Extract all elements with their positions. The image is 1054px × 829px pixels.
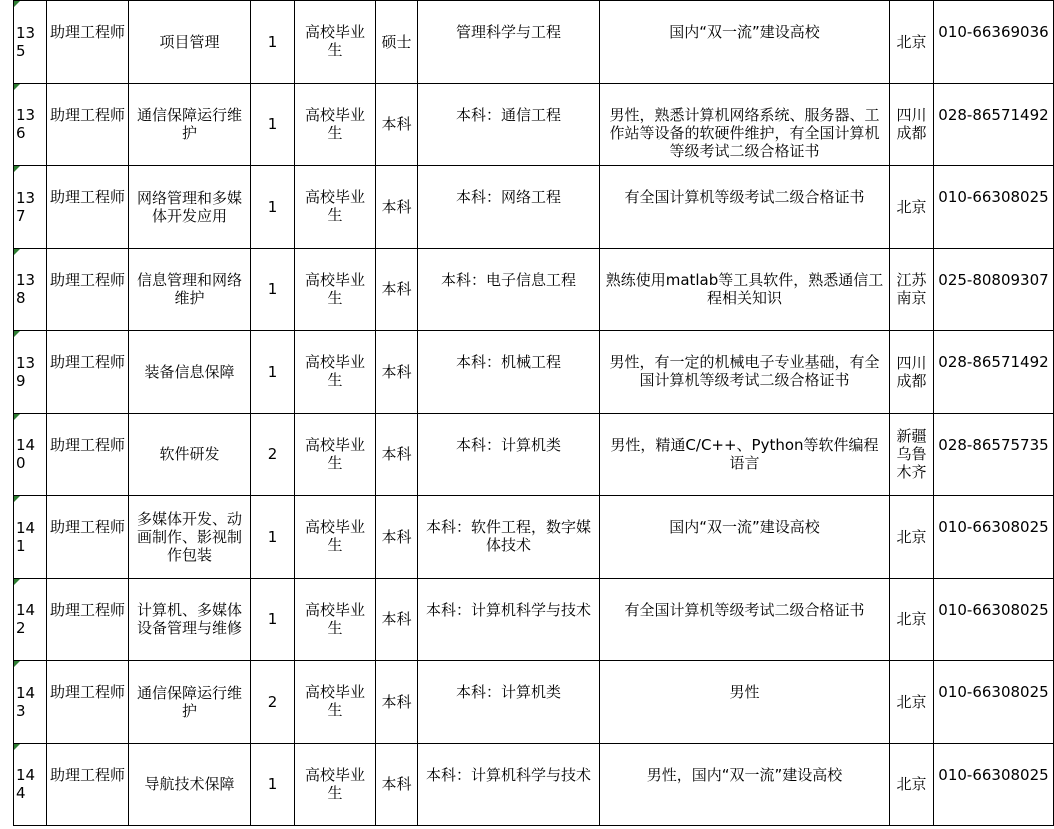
cell-job-title[interactable]: 助理工程师 (47, 166, 129, 249)
cell-source[interactable]: 高校毕业生 (295, 331, 376, 414)
cell-source[interactable]: 高校毕业生 (295, 743, 376, 826)
cell-location[interactable]: 四川成都 (890, 331, 934, 414)
cell-major[interactable]: 本科：机械工程 (418, 331, 600, 414)
table-row (14, 578, 1054, 661)
cell-headcount[interactable]: 2 (251, 661, 295, 744)
cell-education[interactable]: 本科 (376, 248, 418, 331)
table-body (14, 1, 1054, 826)
cell-number-text: 143 (16, 683, 36, 720)
cell-phone[interactable]: 010-66308025 (934, 166, 1054, 249)
table-row (14, 166, 1054, 249)
table-row (14, 83, 1054, 166)
cell-education[interactable]: 本科 (376, 83, 418, 166)
cell-requirements[interactable]: 男性，有一定的机械电子专业基础，有全国计算机等级考试二级合格证书 (600, 331, 890, 414)
cell-number[interactable] (14, 83, 47, 166)
cell-phone[interactable]: 028-86571492 (934, 83, 1054, 166)
cell-position[interactable]: 通信保障运行维护 (129, 661, 251, 744)
cell-position[interactable]: 项目管理 (129, 1, 251, 84)
cell-source[interactable]: 高校毕业生 (295, 413, 376, 496)
cell-requirements[interactable]: 国内“双一流”建设高校 (600, 496, 890, 579)
cell-position[interactable]: 装备信息保障 (129, 331, 251, 414)
cell-phone[interactable]: 028-86571492 (934, 331, 1054, 414)
cell-number[interactable] (14, 743, 47, 826)
recruitment-table (13, 0, 1054, 826)
cell-requirements[interactable]: 男性 (600, 661, 890, 744)
cell-requirements[interactable]: 有全国计算机等级考试二级合格证书 (600, 578, 890, 661)
cell-requirements[interactable]: 男性，精通C/C++、Python等软件编程语言 (600, 413, 890, 496)
cell-education[interactable]: 本科 (376, 413, 418, 496)
cell-number[interactable] (14, 496, 47, 579)
cell-education[interactable]: 本科 (376, 743, 418, 826)
cell-education[interactable]: 本科 (376, 496, 418, 579)
cell-number-text: 142 (16, 601, 36, 638)
cell-number-text: 138 (16, 271, 36, 308)
cell-comment-marker-icon (14, 414, 20, 420)
cell-phone[interactable]: 010-66369036 (934, 1, 1054, 84)
cell-position[interactable]: 多媒体开发、动画制作、影视制作包装 (129, 496, 251, 579)
cell-headcount[interactable]: 1 (251, 248, 295, 331)
cell-phone[interactable]: 010-66308025 (934, 578, 1054, 661)
cell-source[interactable]: 高校毕业生 (295, 166, 376, 249)
cell-job-title[interactable]: 助理工程师 (47, 413, 129, 496)
cell-headcount[interactable]: 1 (251, 331, 295, 414)
cell-major[interactable]: 本科：计算机类 (418, 413, 600, 496)
cell-requirements[interactable]: 熟练使用matlab等工具软件，熟悉通信工程相关知识 (600, 248, 890, 331)
cell-phone[interactable]: 010-66308025 (934, 661, 1054, 744)
table-row (14, 248, 1054, 331)
cell-major[interactable]: 本科：计算机科学与技术 (418, 578, 600, 661)
cell-source[interactable]: 高校毕业生 (295, 83, 376, 166)
cell-job-title[interactable]: 助理工程师 (47, 83, 129, 166)
cell-position[interactable]: 计算机、多媒体设备管理与维修 (129, 578, 251, 661)
cell-job-title[interactable]: 助理工程师 (47, 743, 129, 826)
cell-number-text: 140 (16, 436, 36, 473)
cell-education[interactable]: 硕士 (376, 1, 418, 84)
cell-major[interactable]: 本科：计算机类 (418, 661, 600, 744)
cell-education[interactable]: 本科 (376, 661, 418, 744)
table-row (14, 496, 1054, 579)
cell-location[interactable]: 北京 (890, 166, 934, 249)
cell-requirements[interactable]: 男性，国内“双一流”建设高校 (600, 743, 890, 826)
cell-major[interactable]: 本科：计算机科学与技术 (418, 743, 600, 826)
cell-requirements[interactable]: 国内“双一流”建设高校 (600, 1, 890, 84)
cell-job-title[interactable]: 助理工程师 (47, 578, 129, 661)
cell-education[interactable]: 本科 (376, 331, 418, 414)
cell-job-title[interactable]: 助理工程师 (47, 496, 129, 579)
cell-number-text: 141 (16, 518, 36, 555)
cell-comment-marker-icon (14, 84, 20, 90)
cell-number-text: 139 (16, 353, 36, 390)
cell-comment-marker-icon (14, 744, 20, 750)
cell-job-title[interactable]: 助理工程师 (47, 331, 129, 414)
cell-comment-marker-icon (14, 579, 20, 585)
cell-location[interactable]: 北京 (890, 496, 934, 579)
cell-source[interactable]: 高校毕业生 (295, 578, 376, 661)
cell-number[interactable] (14, 248, 47, 331)
cell-headcount[interactable]: 1 (251, 578, 295, 661)
cell-job-title[interactable]: 助理工程师 (47, 661, 129, 744)
cell-location[interactable]: 北京 (890, 661, 934, 744)
cell-position[interactable]: 通信保障运行维护 (129, 83, 251, 166)
table-row (14, 1, 1054, 84)
cell-phone[interactable]: 010-66308025 (934, 496, 1054, 579)
cell-phone[interactable]: 010-66308025 (934, 743, 1054, 826)
cell-job-title[interactable]: 助理工程师 (47, 1, 129, 84)
cell-comment-marker-icon (14, 249, 20, 255)
cell-location[interactable]: 北京 (890, 743, 934, 826)
cell-major[interactable]: 本科：通信工程 (418, 83, 600, 166)
cell-number-text: 136 (16, 106, 36, 143)
cell-number-text: 144 (16, 766, 36, 803)
cell-phone[interactable]: 028-86575735 (934, 413, 1054, 496)
cell-headcount[interactable]: 1 (251, 496, 295, 579)
table-row (14, 743, 1054, 826)
cell-location[interactable]: 江苏南京 (890, 248, 934, 331)
cell-headcount[interactable]: 1 (251, 743, 295, 826)
cell-number-text: 135 (16, 23, 36, 60)
cell-comment-marker-icon (14, 166, 20, 172)
cell-comment-marker-icon (14, 1, 20, 7)
cell-education[interactable]: 本科 (376, 166, 418, 249)
cell-number[interactable] (14, 331, 47, 414)
cell-headcount[interactable]: 1 (251, 83, 295, 166)
cell-source[interactable]: 高校毕业生 (295, 496, 376, 579)
cell-source[interactable]: 高校毕业生 (295, 1, 376, 84)
cell-position[interactable]: 导航技术保障 (129, 743, 251, 826)
cell-position[interactable]: 网络管理和多媒体开发应用 (129, 166, 251, 249)
table-row (14, 413, 1054, 496)
cell-position[interactable]: 信息管理和网络维护 (129, 248, 251, 331)
cell-requirements[interactable]: 有全国计算机等级考试二级合格证书 (600, 166, 890, 249)
cell-source[interactable]: 高校毕业生 (295, 661, 376, 744)
cell-headcount[interactable]: 1 (251, 1, 295, 84)
cell-number[interactable] (14, 166, 47, 249)
cell-education[interactable]: 本科 (376, 578, 418, 661)
cell-number[interactable] (14, 1, 47, 84)
cell-source[interactable]: 高校毕业生 (295, 248, 376, 331)
cell-location[interactable]: 新疆乌鲁木齐 (890, 413, 934, 496)
cell-major[interactable]: 本科：软件工程，数字媒体技术 (418, 496, 600, 579)
cell-position[interactable]: 软件研发 (129, 413, 251, 496)
table-row (14, 661, 1054, 744)
cell-number[interactable] (14, 578, 47, 661)
cell-job-title[interactable]: 助理工程师 (47, 248, 129, 331)
cell-number[interactable] (14, 661, 47, 744)
cell-major[interactable]: 本科：电子信息工程 (418, 248, 600, 331)
cell-comment-marker-icon (14, 331, 20, 337)
cell-headcount[interactable]: 1 (251, 166, 295, 249)
table-row (14, 331, 1054, 414)
cell-number-text: 137 (16, 188, 36, 225)
cell-comment-marker-icon (14, 496, 20, 502)
cell-location[interactable]: 北京 (890, 1, 934, 84)
cell-comment-marker-icon (14, 661, 20, 667)
cell-location[interactable]: 北京 (890, 578, 934, 661)
cell-location[interactable]: 四川成都 (890, 83, 934, 166)
cell-major[interactable]: 管理科学与工程 (418, 1, 600, 84)
cell-headcount[interactable]: 2 (251, 413, 295, 496)
cell-major[interactable]: 本科：网络工程 (418, 166, 600, 249)
cell-number[interactable] (14, 413, 47, 496)
cell-phone[interactable]: 025-80809307 (934, 248, 1054, 331)
cell-requirements[interactable]: 男性，熟悉计算机网络系统、服务器、工作站等设备的软硬件维护，有全国计算机等级考试二级合格证书 (600, 83, 890, 166)
